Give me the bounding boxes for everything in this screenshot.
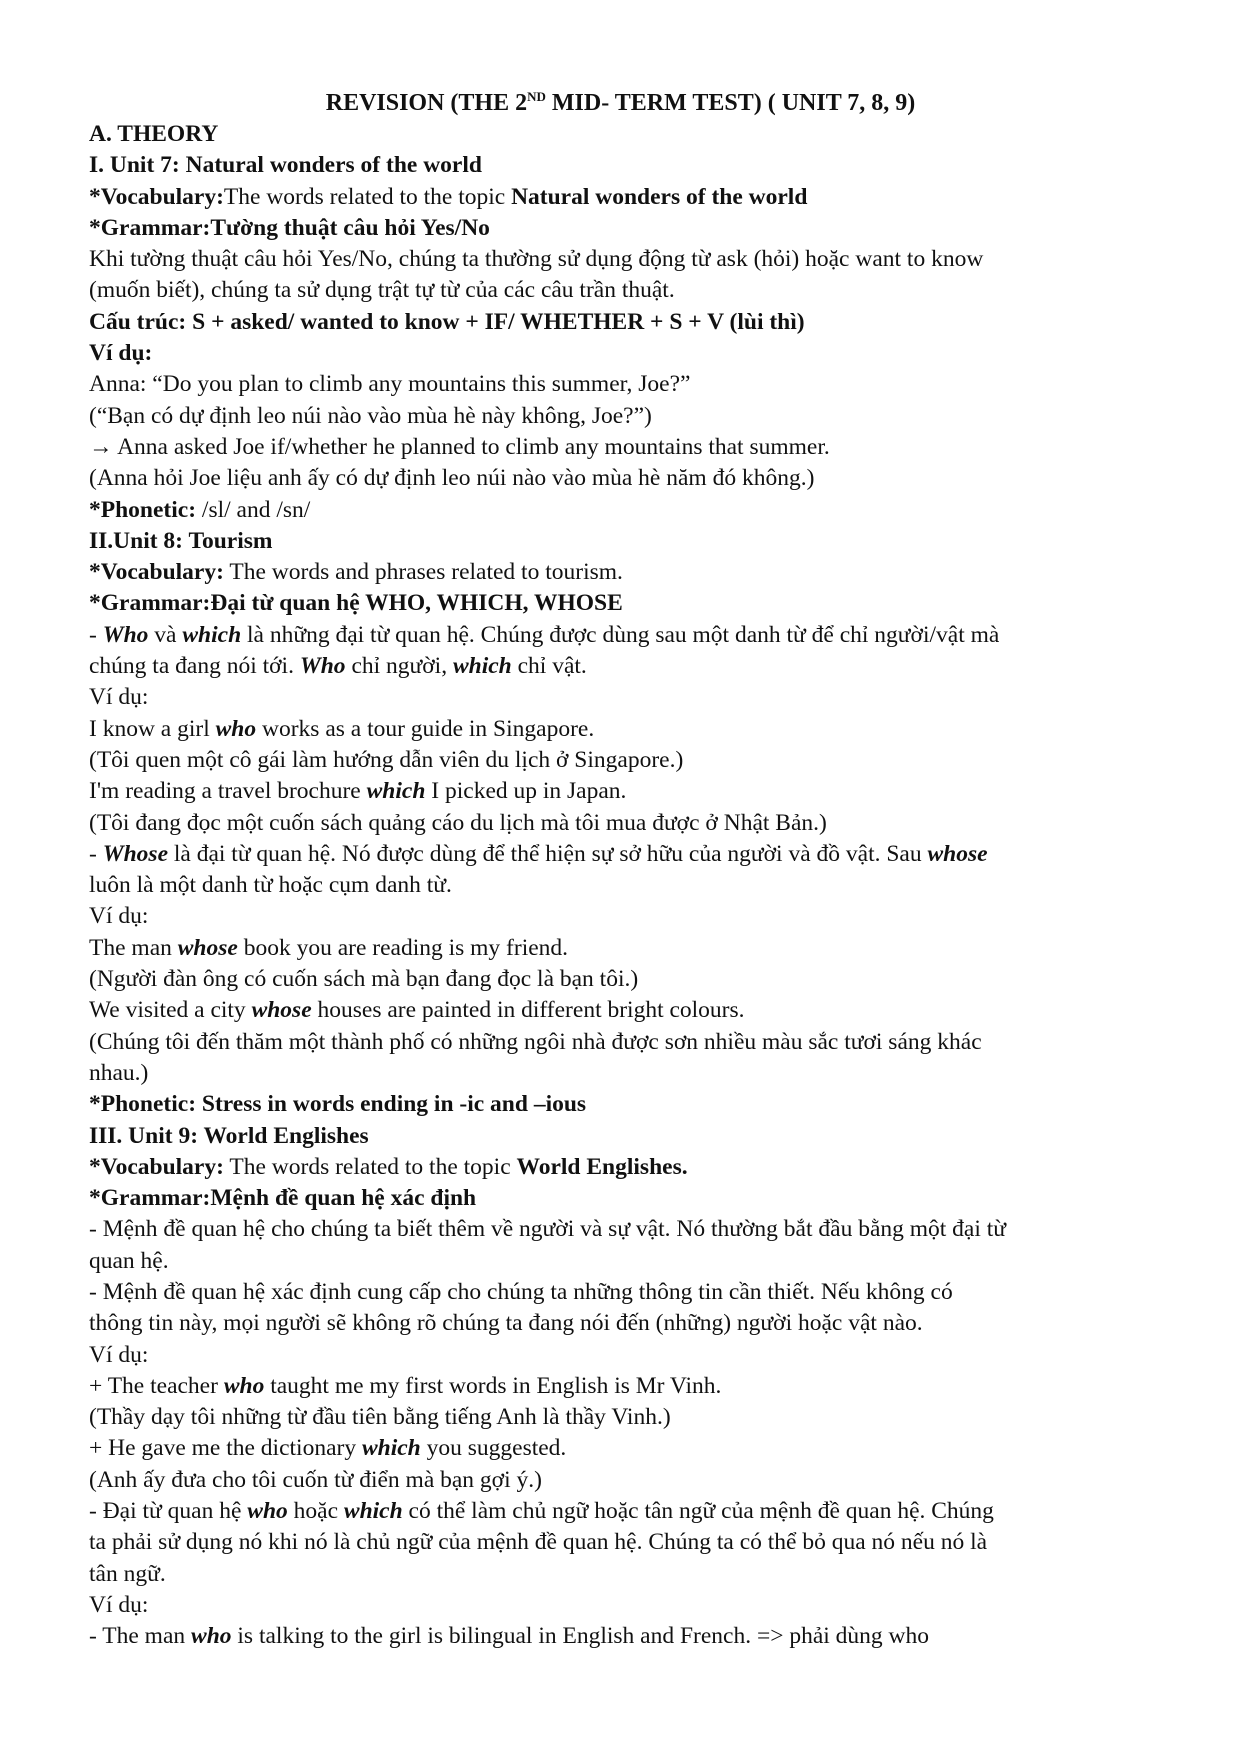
text-line [89,901,1157,932]
bold-text: Natural wonders of the world [511,183,808,210]
text-line [89,1340,1157,1371]
text-line [89,870,1157,901]
text-line [89,1121,1157,1152]
body-text: - The man [89,1623,192,1650]
text-line [89,714,1157,745]
title-superscript: ND [527,89,546,104]
text-line [89,776,1157,807]
body-text: I know a girl [89,715,216,742]
body-text: - Mệnh đề quan hệ cho chúng ta biết thêm về người và sự vật. Nó thường bắt đầu bằng một đại từ [89,1216,1007,1243]
body-text: (“Bạn có dự định leo núi nào vào mùa hè này không, Joe?”) [89,402,652,429]
text-line [89,964,1157,995]
text-line [89,463,1157,494]
body-text: chỉ người, [345,653,453,680]
body-text: + The teacher [89,1372,224,1399]
body-text: I'm reading a travel brochure [89,778,367,805]
body-text: is talking to the girl is bilingual in English and French. => phải dùng who [231,1623,930,1650]
body-text: + He gave me the dictionary [89,1435,362,1462]
text-line [89,369,1157,400]
body-text: (Chúng tôi đến thăm một thành phố có những ngôi nhà được sơn nhiều màu sắc tươi sáng khác [89,1028,982,1055]
body-text: hoặc [287,1498,344,1525]
body-text: (Anna hỏi Joe liệu anh ấy có dự định leo núi nào vào mùa hè năm đó không.) [89,465,815,492]
body-text: you suggested. [420,1435,567,1462]
text-line [89,213,1157,244]
body-text: và [148,621,183,648]
body-text: - [89,840,103,867]
text-line [89,1058,1157,1089]
body-text: chỉ vật. [511,653,587,680]
body-text: quan hệ. [89,1247,169,1274]
emphasis-text: Who [102,621,149,648]
body-text: works as a tour guide in Singapore. [256,715,595,742]
body-text: Ví dụ: [89,903,149,930]
text-line [89,808,1157,839]
body-text: Ví dụ: [89,1591,149,1618]
text-line [89,1214,1157,1245]
text-line [89,1559,1157,1590]
document-body [89,119,1157,1653]
title-text-part2: MID- TERM TEST) ( UNIT 7, 8, 9) [545,90,916,116]
emphasis-text: Whose [102,840,168,867]
bold-text: *Vocabulary: [89,183,224,210]
bold-text: II.Unit 8: Tourism [89,527,273,554]
body-text: (Thầy dạy tôi những từ đầu tiên bằng tiếng Anh là thầy Vinh.) [89,1404,671,1431]
text-line [89,557,1157,588]
bold-text: *Grammar:Mệnh đề quan hệ xác định [89,1185,477,1212]
text-line [89,1027,1157,1058]
title-text-part1: REVISION (THE 2 [325,90,528,116]
text-line [89,1183,1157,1214]
body-text: nhau.) [89,1059,149,1086]
text-line [89,1371,1157,1402]
body-text: (Tôi quen một cô gái làm hướng dẫn viên du lịch ở Singapore.) [89,746,684,773]
bold-text: Cấu trúc: S + asked/ wanted to know + IF/ WHETHER + S + V (lùi thì) [89,308,805,335]
body-text: I picked up in Japan. [425,778,627,805]
body-text: → Anna asked Joe if/whether he planned to climb any mountains that summer. [89,433,830,460]
text-line [89,1089,1157,1120]
text-line [89,432,1157,463]
bold-text: III. Unit 9: World Englishes [89,1122,369,1149]
bold-text: *Vocabulary: [89,1153,224,1180]
text-line [89,1433,1157,1464]
emphasis-text: which [361,1435,421,1462]
emphasis-text: which [452,653,512,680]
body-text: thông tin này, mọi người sẽ không rõ chúng ta đang nói đến (những) người hoặc vật nào. [89,1310,923,1337]
text-line [89,150,1157,181]
body-text: Anna: “Do you plan to climb any mountains this summer, Joe?” [89,371,691,398]
bold-text: World Englishes. [516,1153,688,1180]
emphasis-text: who [215,715,257,742]
text-line [89,745,1157,776]
body-text: The words related to the topic [223,1153,517,1180]
text-line [89,526,1157,557]
emphasis-text: Who [299,653,346,680]
text-line [89,1402,1157,1433]
text-line [89,119,1157,150]
text-line [89,307,1157,338]
body-text: (Anh ấy đưa cho tôi cuốn từ điển mà bạn gợi ý.) [89,1466,542,1493]
body-text: chúng ta đang nói tới. [89,653,300,680]
text-line [89,839,1157,870]
text-line [89,620,1157,651]
text-line [89,1308,1157,1339]
text-line [89,1246,1157,1277]
body-text: - Mệnh đề quan hệ xác định cung cấp cho chúng ta những thông tin cần thiết. Nếu không có [89,1278,953,1305]
text-line [89,275,1157,306]
text-line [89,1527,1157,1558]
body-text: Ví dụ: [89,684,149,711]
bold-text: Ví dụ: [89,340,153,367]
body-text: The words related to the topic [223,183,512,210]
body-text: (Người đàn ông có cuốn sách mà bạn đang đọc là bạn tôi.) [89,966,639,993]
text-line [89,933,1157,964]
body-text: houses are painted in different bright colours. [311,997,745,1024]
body-text: (Tôi đang đọc một cuốn sách quảng cáo du lịch mà tôi mua được ở Nhật Bản.) [89,809,827,836]
text-line [89,995,1157,1026]
text-line [89,588,1157,619]
text-line [89,651,1157,682]
body-text: ta phải sử dụng nó khi nó là chủ ngữ của mệnh đề quan hệ. Chúng ta có thể bỏ qua nó nếu nó là [89,1529,988,1556]
body-text: The words and phrases related to tourism. [223,559,623,586]
body-text: có thể làm chủ ngữ hoặc tân ngữ của mệnh đề quan hệ. Chúng [402,1498,994,1525]
text-line [89,182,1157,213]
text-line [89,1496,1157,1527]
emphasis-text: who [223,1372,265,1399]
text-line [89,244,1157,275]
text-line [89,401,1157,432]
bold-text: A. THEORY [89,121,219,147]
bold-text: *Phonetic: [89,496,197,523]
body-text: - [89,621,103,648]
emphasis-text: who [247,1498,288,1525]
text-line [89,682,1157,713]
body-text: tân ngữ. [89,1560,166,1587]
body-text: là những đại từ quan hệ. Chúng được dùng sau một danh từ để chỉ người/vật mà [241,621,1000,648]
emphasis-text: which [182,621,242,648]
body-text: The man [89,934,178,961]
bold-text: *Vocabulary: [89,559,224,586]
body-text: /sl/ and /sn/ [196,496,311,523]
body-text: book you are reading is my friend. [237,934,569,961]
emphasis-text: whose [177,934,238,961]
text-line [89,1590,1157,1621]
body-text: taught me my first words in English is Mr Vinh. [264,1372,722,1399]
emphasis-text: who [191,1623,232,1650]
text-line [89,1152,1157,1183]
bold-text: *Grammar:Tường thuật câu hỏi Yes/No [89,214,490,241]
text-line [89,495,1157,526]
text-line [89,1621,1157,1652]
text-line [89,1277,1157,1308]
body-text: là đại từ quan hệ. Nó được dùng để thể hiện sự sở hữu của người và đồ vật. Sau [168,840,928,867]
body-text: Ví dụ: [89,1341,149,1368]
bold-text: *Grammar:Đại từ quan hệ WHO, WHICH, WHOSE [89,590,623,617]
text-line [89,1465,1157,1496]
page-title [0,88,1241,118]
emphasis-text: whose [251,997,312,1024]
emphasis-text: which [366,778,426,805]
body-text: luôn là một danh từ hoặc cụm danh từ. [89,872,452,899]
emphasis-text: whose [927,840,988,867]
text-line [89,338,1157,369]
bold-text: *Phonetic: Stress in words ending in -ic and –ious [89,1091,587,1118]
body-text: Khi tường thuật câu hỏi Yes/No, chúng ta thường sử dụng động từ ask (hỏi) hoặc want to know [89,246,984,273]
bold-text: I. Unit 7: Natural wonders of the world [89,152,482,179]
body-text: We visited a city [89,997,252,1024]
body-text: - Đại từ quan hệ [89,1498,248,1525]
body-text: (muốn biết), chúng ta sử dụng trật tự từ của các câu trần thuật. [89,277,675,304]
emphasis-text: which [343,1498,403,1525]
